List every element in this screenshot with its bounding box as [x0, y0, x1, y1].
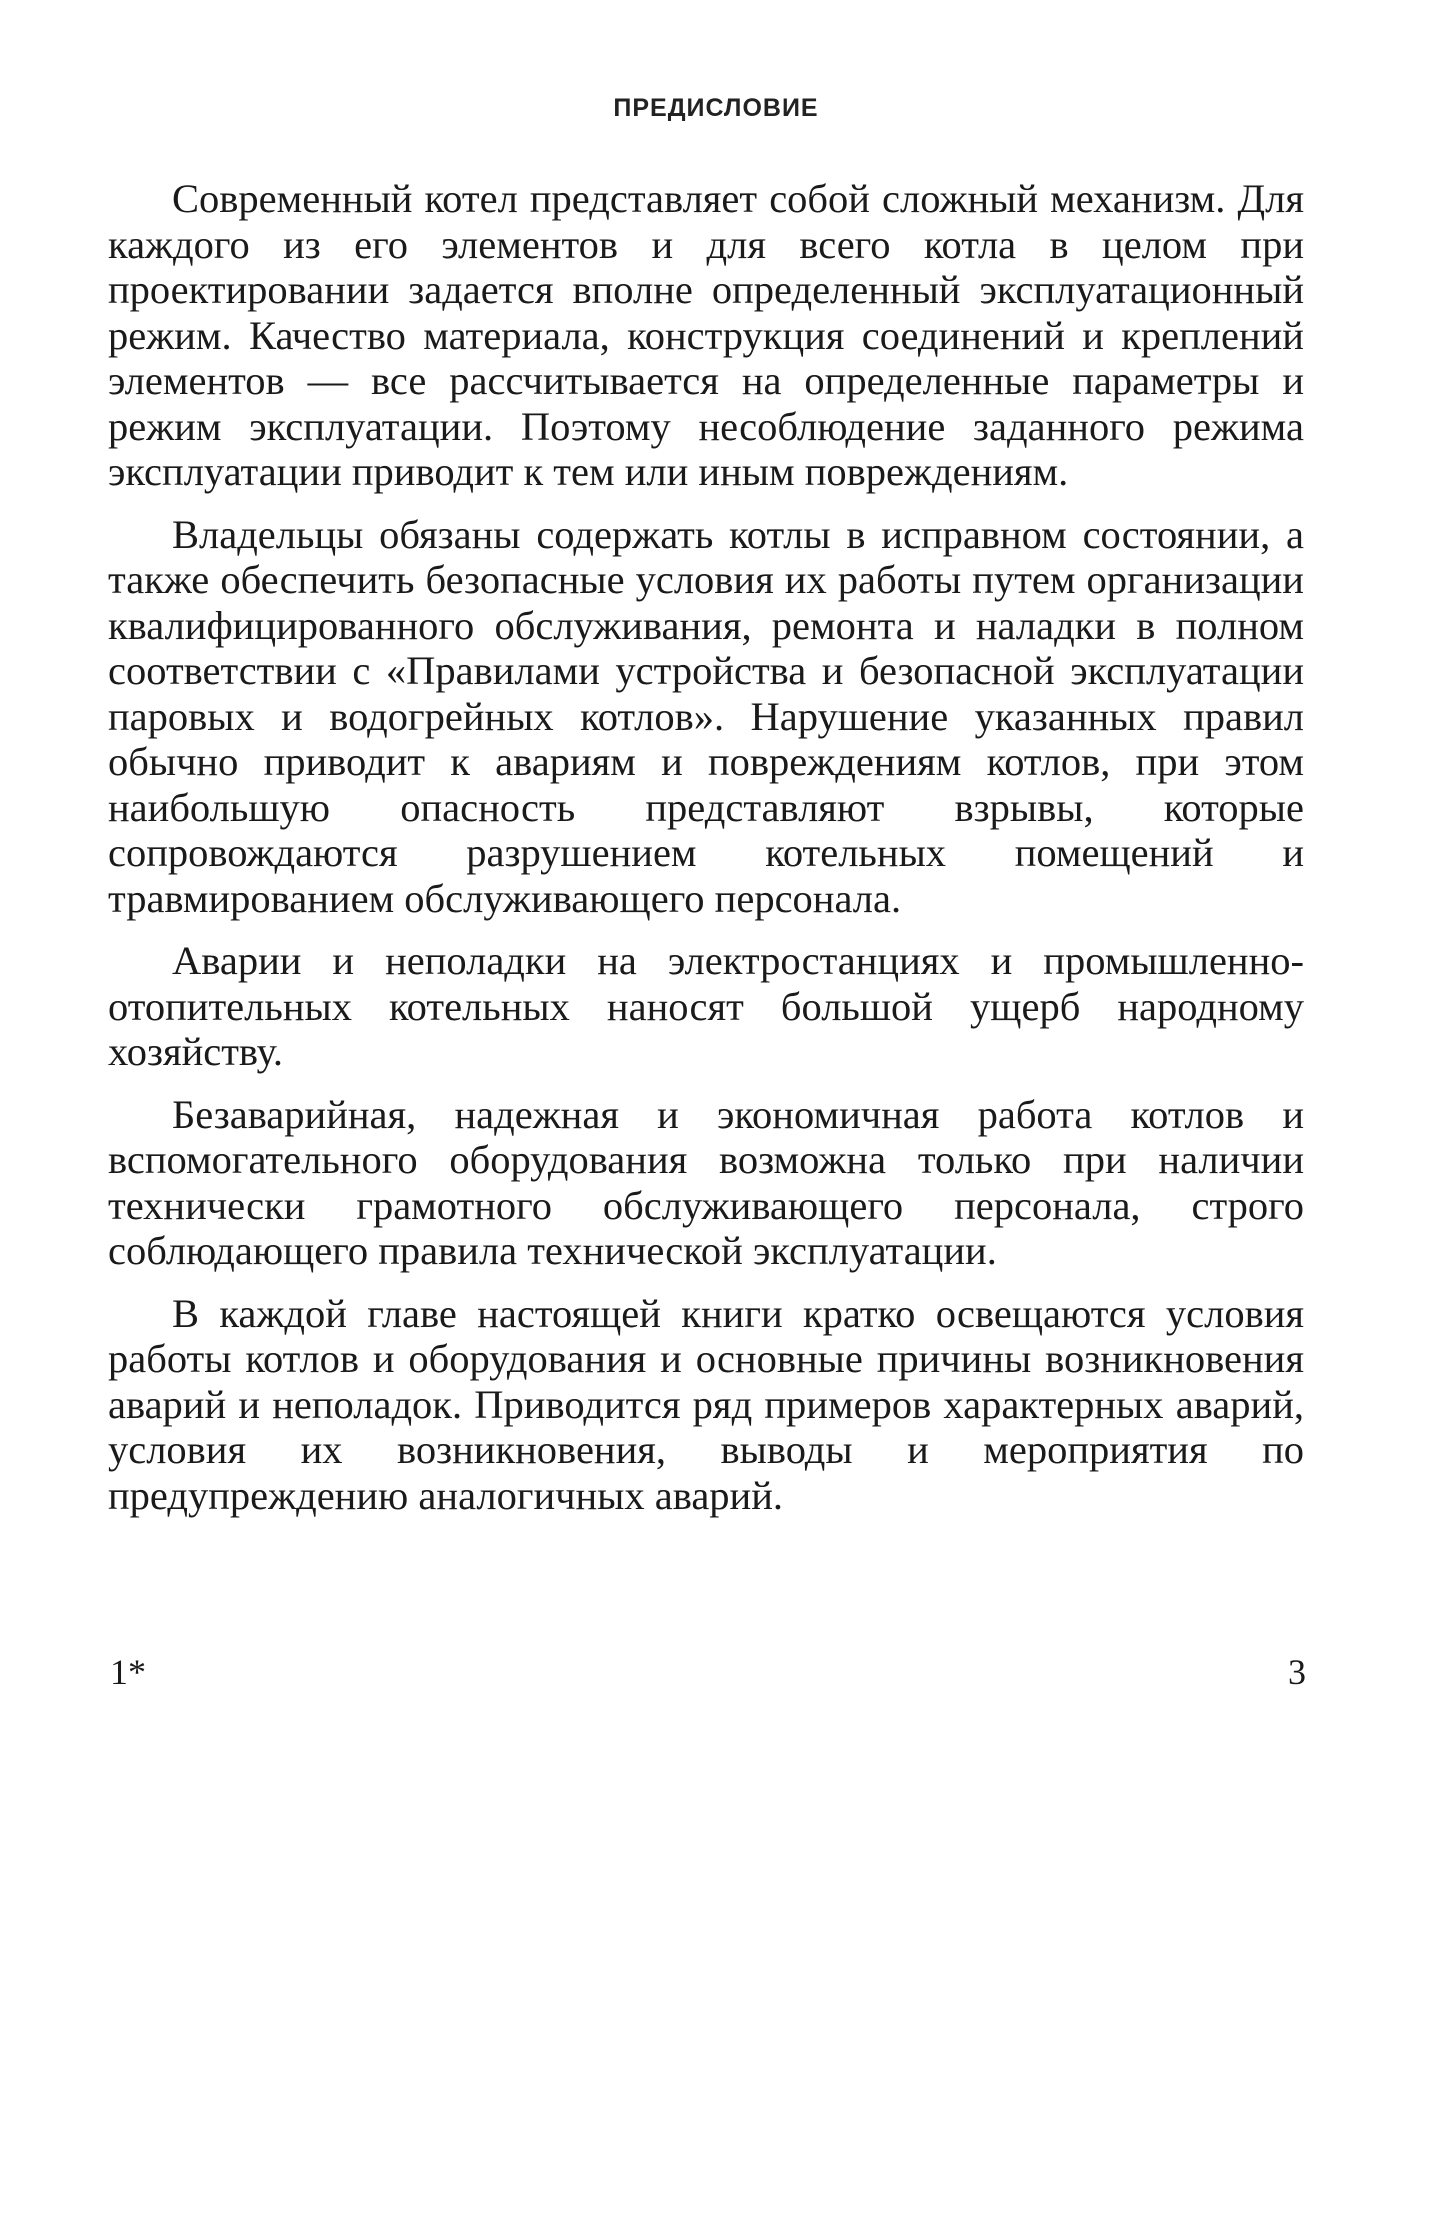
preface-body: [108, 176, 1304, 1535]
paragraph-4: Безаварийная, надежная и экономичная работа котлов и вспомогательного оборудования возможна только при наличии технически грамотного обслуживающего персонала, строго соблюдающего правила технической эксплуатации.: [108, 1091, 1304, 1273]
paragraph-3: Аварии и неполадки на электростанциях и промышленно-отопительных котельных наносят большой ущерб народному хозяйству.: [108, 938, 1304, 1074]
paragraph-5: В каждой главе настоящей книги кратко освещаются условия работы котлов и оборудования и основные причины возникновения аварий и неполадок. Приводится ряд примеров характерных аварий, условия их возникновения, выводы и мероприятия по предупреждению аналогичных аварий.: [108, 1290, 1304, 1518]
page-title: ПРЕДИСЛОВИЕ: [613, 94, 819, 122]
signature-mark: 1*: [110, 1652, 146, 1692]
page-number: 3: [1288, 1652, 1306, 1692]
paragraph-2: Владельцы обязаны содержать котлы в исправном состоянии, а также обеспечить безопасные условия их работы путем организации квалифицированного обслуживания, ремонта и наладки в полном соответствии с «Правилами устройства и безопасной эксплуатации паровых и водогрейных котлов». Нарушение указанных правил обычно приводит к авариям и повреждениям котлов, при этом наибольшую опасность представляют взрывы, которые сопровождаются разрушением котельных помещений и травмированием обслуживающего персонала.: [108, 511, 1304, 921]
paragraph-1: Современный котел представляет собой сложный механизм. Для каждого из его элементов и для всего котла в целом при проектировании задается вполне определенный эксплуатационный режим. Качество материала, конструкция соединений и креплений элементов — все рассчитывается на определенные параметры и режим эксплуатации. Поэтому несоблюдение заданного режима эксплуатации приводит к тем или иным повреждениям.: [108, 176, 1304, 494]
